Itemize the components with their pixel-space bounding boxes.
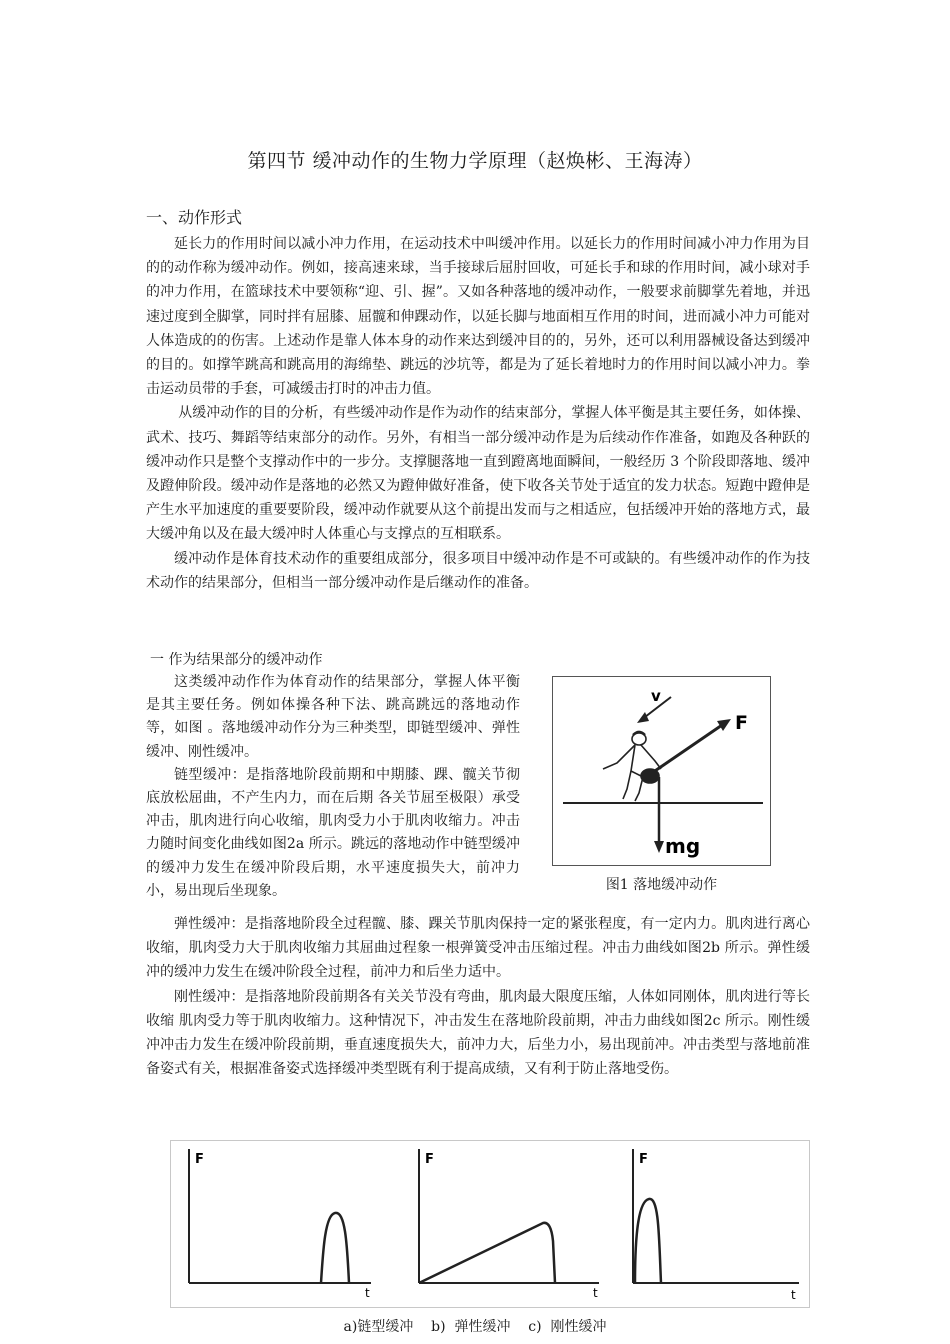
velocity-label: v <box>651 687 661 705</box>
jumper-figure <box>603 732 661 801</box>
velocity-arrow-head <box>637 712 649 723</box>
paragraph: 这类缓冲动作作为体育动作的结果部分，掌握人体平衡是其主要任务。例如体操各种下法、跳高跳远的落地动作等，如图 。落地缓冲动作分为三种类型，即链型缓冲、弹性缓冲、刚性缓冲。 <box>146 674 520 760</box>
paragraph: 弹性缓冲：是指落地阶段全过程髋、膝、踝关节肌肉保持一定的紧张程度，有一定内力。肌肉进行离心收缩，肌肉受力大于肌肉收缩力其屈曲过程象一根弹簧受冲击压缩过程。冲击力曲线如图2b 所示。弹性缓冲的缓冲力发生在缓冲阶段全过程，前冲力和后坐力适中。 <box>146 916 810 981</box>
subsection-heading: 一 作为结果部分的缓冲动作 <box>150 652 323 668</box>
curve-panel-elastic <box>419 1149 599 1283</box>
force-label: F <box>735 712 748 734</box>
axis-t-label: t <box>365 1286 370 1300</box>
paragraph: 链型缓冲：是指落地阶段前期和中期膝、踝、髋关节彻底放松屈曲，不产生内力，而在后期 各关节屈至极限）承受冲击，肌肉进行向心收缩，肌肉受力小于肌肉收缩力。冲击力随时间变化曲线如图2a 所示。跳远的落地动作中链型缓冲的缓冲力发生在缓冲阶段后期，水平速度损失大，前冲力小，易出现后坐现象。 <box>146 766 520 899</box>
landing-diagram <box>553 677 770 865</box>
figure-force-curves <box>170 1140 810 1308</box>
lower-text <box>146 912 810 1081</box>
axis-t-label: t <box>593 1286 598 1300</box>
paragraph: 刚性缓冲：是指落地阶段前期各有关关节没有弯曲，肌肉最大限度压缩，人体如同刚体，肌肉进行等长收缩 肌肉受力等于肌肉收缩力。这种情况下，冲击发生在落地阶段前期，冲击力曲线如图2c 所示。刚性缓冲冲击力发生在缓冲阶段前期，垂直速度损失大，前冲力大，后坐力小，易出现前冲。冲击类型与落地前准备姿式有关，根据准备姿式选择缓冲类型既有利于提高成绩，又有利于防止落地受伤。 <box>146 988 810 1078</box>
axis-t-label: t <box>791 1288 796 1302</box>
gravity-label: mg <box>665 834 701 858</box>
left-column-text <box>146 671 520 903</box>
curve-panel-rigid <box>633 1149 799 1283</box>
intro-text <box>146 232 810 595</box>
axis-f-label: F <box>195 1152 204 1167</box>
figure-landing-illustration <box>552 676 771 866</box>
section-heading: 一、动作形式 <box>146 208 243 227</box>
paragraph: 延长力的作用时间以减小冲力作用，在运动技术中叫缓冲作用。以延长力的作用时间减小冲力作用为目的的动作称为缓冲动作。例如，接高速来球，当手接球后屈肘回收，可延长手和球的作用时间，减小球对手的冲力作用，在篮球技术中要领称“迎、引、握”。又如各种落地的缓冲动作，一般要求前脚掌先着地，并迅速过度到全脚掌，同时拌有屈膝、屈髋和伸踝动作，以延长脚与地面相互作用的时间，进而减小冲力可能对人体造成的的伤害。上述动作是靠人体本身的动作来达到缓冲目的的，另外，还可以利用器械设备达到缓冲的目的。如撑竿跳高和跳高用的海绵垫、跳远的沙坑等，都是为了延长着地时力的作用时间以减小冲力。拳击运动员带的手套，可减缓击打时的冲击力值。 <box>146 236 810 398</box>
figure2-caption: a)链型缓冲 b) 弹性缓冲 c) 刚性缓冲 <box>343 1319 607 1335</box>
figure1-caption: 图1 落地缓冲动作 <box>605 877 718 893</box>
paragraph: 缓冲动作是体育技术动作的重要组成部分，很多项目中缓冲动作是不可或缺的。有些缓冲动作的作为技术动作的结果部分，但相当一部分缓冲动作是后继动作的准备。 <box>146 550 810 591</box>
force-arrow-head <box>717 719 731 731</box>
paragraph: 从缓冲动作的目的分析，有些缓冲动作是作为动作的结束部分，掌握人体平衡是其主要任务，如体操、武术、技巧、舞蹈等结束部分的动作。另外，有相当一部分缓冲动作是为后续动作作准备，如跑及各种跃的缓冲动作只是整个支撑动作中的一步分。支撑腿落地一直到蹬离地面瞬间，一般经历 3 个阶段即落地、缓冲及蹬伸阶段。缓冲动作是落地的必然又为蹬伸做好准备，使下收各关节处于适宜的发力状态。短跑中蹬伸是产生水平加速度的重要要阶段，缓冲动作就要从这个前提出发而与之相适应，包括缓冲开始的落地方式，最大缓冲角以及在最大缓冲时人体重心与支撑点的互相联系。 <box>146 405 810 543</box>
gravity-arrow-head <box>654 841 664 853</box>
force-time-curves <box>171 1141 809 1307</box>
axis-f-label: F <box>639 1152 648 1167</box>
curve-panel-chain <box>189 1149 371 1283</box>
page-title: 第四节 缓冲动作的生物力学原理（赵焕彬、王海涛） <box>247 150 703 172</box>
axis-f-label: F <box>425 1152 434 1167</box>
